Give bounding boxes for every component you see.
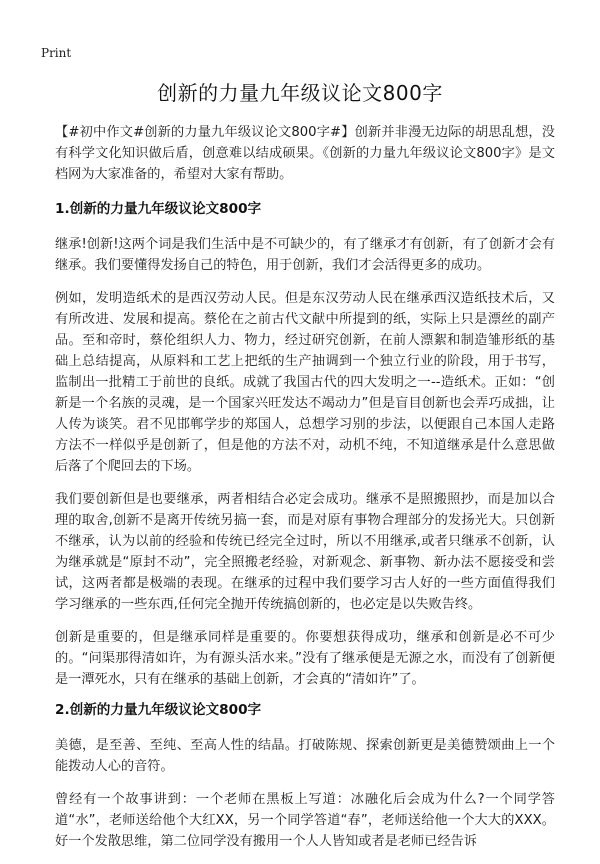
article-body [55, 122, 555, 864]
section-1-paragraph: 创新是重要的，但是继承同样是重要的。你要想获得成功，继承和创新是必不可少的。“问渠那得清如许，为有源头活水来。”没有了继承便是无源之水，而没有了创新便是一潭死水，只有在继承的基础上创新，才会真的“清如许”了。 [55, 630, 555, 687]
section-2-paragraph: 美德，是至善、至纯、至高人性的结晶。打破陈规、探索创新更是美德赞颂曲上一个能拨动人心的音符。 [55, 738, 555, 774]
section-1-paragraph: 我们要创新但是也要继承，两者相结合必定会成功。继承不是照搬照抄，而是加以合理的取舍,创新不是离开传统另搞一套，而是对原有事物合理部分的发扬光大。只创新不继承，认为以前的经验和传统已经完全过时，所以不用继承,或者只继承不创新，认为继承就是“原封不动”，完全照搬老经验，对新观念、新事物、新办法不愿接受和尝试，这两者都是极端的表现。在继承的过程中我们要学习古人好的一些方面值得我们学习继承的一些东西,任何完全抛开传统搞创新的，也必定是以失败告终。 [55, 492, 555, 612]
section-heading-1: 1.创新的力量九年级议论文800字 [55, 201, 262, 217]
intro-paragraph: 【#初中作文#创新的力量九年级议论文800字#】创新并非漫无边际的胡思乱想，没有科学文化知识做后盾，创意难以结成硕果。《创新的力量九年级议论文800字》是文档网为大家准备的，希望对大家有帮助。 [55, 125, 555, 182]
section-heading-2: 2.创新的力量九年级议论文800字 [55, 702, 262, 718]
section-2-paragraph: 曾经有一个故事讲到：一个老师在黑板上写道：冰融化后会成为什么?一个同学答道“水”，老师送给他个大红XX，另一个同学答道“春”，老师送给他一个大大的XXX。好一个发散思维，第二位同学没有搬用一个人人皆知或者是老师已经告诉 [55, 792, 555, 849]
section-1-paragraph: 继承!创新!这两个词是我们生活中是不可缺少的，有了继承才有创新，有了创新才会有继承。我们要懂得发扬自己的特色，用于创新，我们才会活得更多的成功。 [55, 237, 555, 273]
section-1-paragraph: 例如，发明造纸术的是西汉劳动人民。但是东汉劳动人民在继承西汉造纸技术后，又有所改进、发展和提高。蔡伦在之前古代文献中所提到的纸，实际上只是漂丝的副产品。至和帝时，蔡伦组织人力、物力，经过研究创新，在前人漂絮和制造雏形纸的基础上总结提高，从原料和工艺上把纸的生产抽调到一个独立行业的阶段，用于书写，监制出一批精工于前世的良纸。成就了我国古代的四大发明之一--造纸术。正如：“创新是一个名族的灵魂，是一个国家兴旺发达不竭动力”但是盲目创新也会弄巧成拙，让人传为谈笑。君不见邯郸学步的郑国人，总想学习别的步法，以便跟自己本国人走路方法不一样似乎是创新了，但是他的方法不对，动机不纯，不知道继承是什么意思做后落了个爬回去的下场。 [55, 291, 555, 474]
print-link[interactable]: Print [41, 46, 72, 60]
page-title: 创新的力量九年级议论文800字 [157, 81, 443, 105]
